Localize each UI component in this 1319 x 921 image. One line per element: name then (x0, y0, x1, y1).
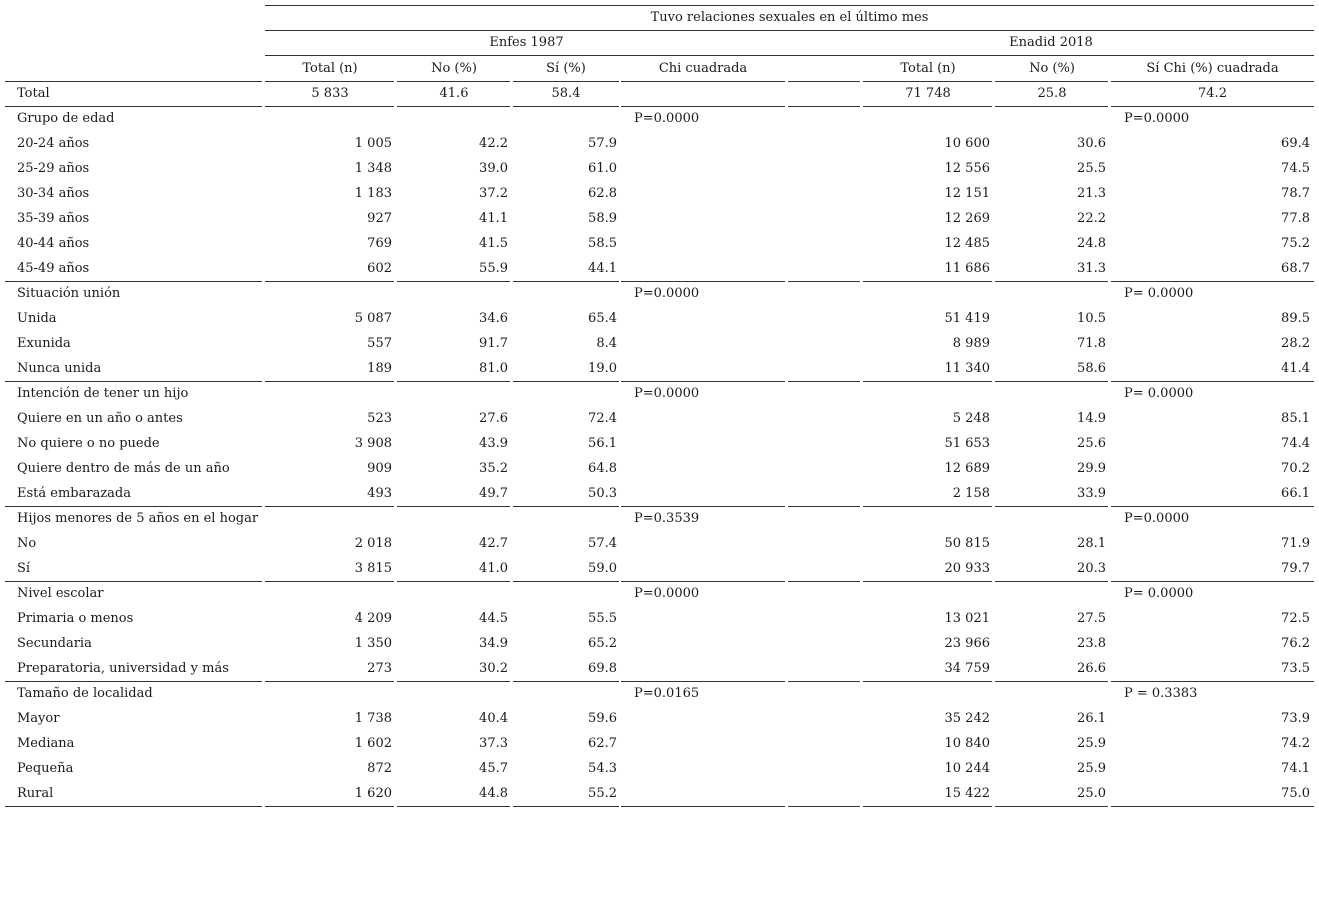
table-cell: 21.3 (1077, 186, 1106, 201)
rule-section-0-seg-5 (788, 106, 860, 107)
rule-section-3-seg-2 (397, 506, 510, 507)
rule-section-1-seg-6 (863, 281, 992, 282)
rule-bottom-seg-7 (995, 806, 1108, 807)
table-cell: 34.6 (479, 311, 508, 326)
table-cell: 23.8 (1077, 636, 1106, 651)
table-row-label: Pequeña (17, 761, 74, 776)
table-cell: 75.2 (1281, 236, 1310, 251)
total-row-no-1987: 41.6 (439, 86, 469, 101)
table-cell: 68.7 (1281, 261, 1310, 276)
table-cell: 72.4 (588, 411, 617, 426)
rule-total-top-seg-5 (788, 81, 860, 82)
table-row-label: Preparatoria, universidad y más (17, 661, 229, 676)
rule-section-4-seg-1 (265, 581, 394, 582)
table-cell: 20 933 (944, 561, 990, 576)
rule-section-5-seg-7 (995, 681, 1108, 682)
table-cell: 62.8 (588, 186, 617, 201)
rule-section-0-seg-1 (265, 106, 394, 107)
table-cell: 74.4 (1281, 436, 1310, 451)
table-cell: 41.1 (479, 211, 508, 226)
table-cell: 769 (367, 236, 392, 251)
chi-p-2018: P=0.0000 (1124, 511, 1190, 526)
rule-section-5-seg-6 (863, 681, 992, 682)
rule-section-2-seg-2 (397, 381, 510, 382)
table-cell: 189 (367, 361, 392, 376)
table-cell: 1 005 (354, 136, 392, 151)
chi-p-1987: P=0.0000 (634, 386, 700, 401)
chi-p-2018: P= 0.0000 (1124, 286, 1194, 301)
table-cell: 39.0 (479, 161, 508, 176)
table-cell: 24.8 (1077, 236, 1106, 251)
table-row-label: 20-24 años (17, 136, 90, 151)
table-cell: 22.2 (1077, 211, 1106, 226)
rule-section-1-seg-5 (788, 281, 860, 282)
table-cell: 51 419 (944, 311, 990, 326)
rule-section-4-seg-3 (513, 581, 619, 582)
table-cell: 3 815 (354, 561, 392, 576)
table-cell: 909 (367, 461, 392, 476)
table-cell: 51 653 (944, 436, 990, 451)
table-cell: 30.2 (479, 661, 508, 676)
chi-p-2018: P=0.0000 (1124, 111, 1190, 126)
chi-p-1987: P=0.0165 (634, 686, 700, 701)
col-header-chi-1987: Chi cuadrada (658, 61, 748, 76)
col-header-total-1987: Total (n) (302, 61, 358, 76)
table-cell: 41.5 (479, 236, 508, 251)
table-cell: 28.1 (1077, 536, 1106, 551)
table-cell: 13 021 (944, 611, 990, 626)
rule-bottom-seg-5 (788, 806, 860, 807)
rule-section-3-seg-7 (995, 506, 1108, 507)
table-cell: 26.1 (1077, 711, 1106, 726)
table-cell: 26.6 (1077, 661, 1106, 676)
table-title: Tuvo relaciones sexuales en el último mes (650, 10, 929, 25)
table-row-label: Mayor (17, 711, 60, 726)
table-cell: 45.7 (479, 761, 508, 776)
table-cell: 37.2 (479, 186, 508, 201)
table-cell: 14.9 (1077, 411, 1106, 426)
table-cell: 76.2 (1281, 636, 1310, 651)
table-cell: 5 248 (952, 411, 990, 426)
table-row-label: 25-29 años (17, 161, 90, 176)
table-cell: 65.2 (588, 636, 617, 651)
table-cell: 20.3 (1077, 561, 1106, 576)
table-cell: 10 600 (944, 136, 990, 151)
table-cell: 81.0 (479, 361, 508, 376)
table-cell: 23 966 (944, 636, 990, 651)
rule-bottom-seg-6 (863, 806, 992, 807)
table-row-label: Quiere en un año o antes (17, 411, 183, 426)
col-header-total-2018: Total (n) (900, 61, 956, 76)
total-row-no-2018: 25.8 (1037, 86, 1067, 101)
table-cell: 49.7 (479, 486, 508, 501)
table-cell: 1 602 (354, 736, 392, 751)
col-header-no-2018: No (%) (1029, 61, 1075, 76)
table-cell: 56.1 (588, 436, 617, 451)
table-cell: 8 989 (952, 336, 990, 351)
rule-section-3-seg-1 (265, 506, 394, 507)
table-cell: 12 485 (944, 236, 990, 251)
table-row-label: Sí (17, 561, 31, 576)
table-cell: 78.7 (1281, 186, 1310, 201)
table-cell: 50.3 (588, 486, 617, 501)
table-cell: 77.8 (1281, 211, 1310, 226)
rule-section-5-seg-1 (265, 681, 394, 682)
section-title: Hijos menores de 5 años en el hogar (17, 511, 259, 526)
table-cell: 1 738 (354, 711, 392, 726)
table-cell: 44.5 (479, 611, 508, 626)
table-cell: 55.5 (588, 611, 617, 626)
rule-bottom-seg-8 (1111, 806, 1314, 807)
rule-section-0-seg-3 (513, 106, 619, 107)
table-row-label: 40-44 años (17, 236, 90, 251)
rule-section-1-seg-3 (513, 281, 619, 282)
chi-p-1987: P=0.0000 (634, 111, 700, 126)
rule-bottom-seg-4 (621, 806, 785, 807)
table-cell: 11 340 (944, 361, 990, 376)
table-cell: 523 (367, 411, 392, 426)
rule-section-4-seg-2 (397, 581, 510, 582)
rule-bottom-seg-2 (397, 806, 510, 807)
rule-section-0-seg-2 (397, 106, 510, 107)
table-cell: 3 908 (354, 436, 392, 451)
table-cell: 61.0 (588, 161, 617, 176)
table-cell: 79.7 (1281, 561, 1310, 576)
table-cell: 12 151 (944, 186, 990, 201)
section-title: Situación unión (17, 286, 121, 301)
table-cell: 27.5 (1077, 611, 1106, 626)
table-cell: 66.1 (1281, 486, 1310, 501)
table-row-label: Quiere dentro de más de un año (17, 461, 230, 476)
chi-p-1987: P=0.3539 (634, 511, 700, 526)
table-cell: 28.2 (1281, 336, 1310, 351)
table-cell: 25.9 (1077, 736, 1106, 751)
table-cell: 35.2 (479, 461, 508, 476)
table-row-label: Nunca unida (17, 361, 102, 376)
rule-section-5-seg-2 (397, 681, 510, 682)
table-cell: 54.3 (588, 761, 617, 776)
chi-p-1987: P=0.0000 (634, 286, 700, 301)
table-cell: 10 840 (944, 736, 990, 751)
table-cell: 41.4 (1281, 361, 1310, 376)
table-cell: 10 244 (944, 761, 990, 776)
table-cell: 73.9 (1281, 711, 1310, 726)
table-row-label: Unida (17, 311, 57, 326)
rule-section-1-seg-2 (397, 281, 510, 282)
table-cell: 58.9 (588, 211, 617, 226)
table-cell: 4 209 (354, 611, 392, 626)
table-cell: 71.8 (1077, 336, 1106, 351)
table-row-label: 30-34 años (17, 186, 90, 201)
table-cell: 40.4 (479, 711, 508, 726)
table-cell: 58.6 (1077, 361, 1106, 376)
table-cell: 71.9 (1281, 536, 1310, 551)
total-row-total-1987: 5 833 (311, 86, 349, 101)
table-row-label: 45-49 años (17, 261, 90, 276)
col-header-si-1987: Sí (%) (546, 61, 586, 76)
section-title: Nivel escolar (17, 586, 104, 601)
table-cell: 12 556 (944, 161, 990, 176)
table-cell: 44.1 (588, 261, 617, 276)
total-row-si-2018: 74.2 (1198, 86, 1227, 101)
rule-section-1-seg-7 (995, 281, 1108, 282)
rule-section-2-seg-1 (265, 381, 394, 382)
rule-section-3-seg-6 (863, 506, 992, 507)
table-cell: 25.5 (1077, 161, 1106, 176)
table-cell: 41.0 (479, 561, 508, 576)
table-cell: 30.6 (1077, 136, 1106, 151)
group-enadid-2018: Enadid 2018 (1009, 35, 1093, 50)
group-enfes-1987: Enfes 1987 (489, 35, 564, 50)
total-row-si-1987: 58.4 (551, 86, 581, 101)
table-cell: 5 087 (354, 311, 392, 326)
rule-section-4-seg-5 (788, 581, 860, 582)
table-row-label: Mediana (17, 736, 75, 751)
table-cell: 34 759 (944, 661, 990, 676)
table-cell: 74.1 (1281, 761, 1310, 776)
table-cell: 59.0 (588, 561, 617, 576)
rule-section-0-seg-7 (995, 106, 1108, 107)
rule-section-4-seg-6 (863, 581, 992, 582)
table-cell: 57.4 (588, 536, 617, 551)
section-title: Intención de tener un hijo (17, 386, 189, 401)
table-cell: 19.0 (588, 361, 617, 376)
table-cell: 493 (367, 486, 392, 501)
rule-section-5-seg-3 (513, 681, 619, 682)
table-cell: 1 620 (354, 786, 392, 801)
chi-p-2018: P= 0.0000 (1124, 386, 1194, 401)
table-cell: 89.5 (1281, 311, 1310, 326)
table-cell: 1 348 (354, 161, 392, 176)
table-cell: 65.4 (588, 311, 617, 326)
table-cell: 35 242 (944, 711, 990, 726)
table-cell: 927 (367, 211, 392, 226)
table-cell: 64.8 (588, 461, 617, 476)
total-row-label: Total (17, 86, 50, 101)
table-cell: 85.1 (1281, 411, 1310, 426)
table-cell: 2 018 (354, 536, 392, 551)
table-cell: 59.6 (588, 711, 617, 726)
table-cell: 27.6 (479, 411, 508, 426)
table-cell: 33.9 (1077, 486, 1106, 501)
table-cell: 75.0 (1281, 786, 1310, 801)
rule-total-top-seg-4 (621, 81, 785, 82)
col-header-si-chi-2018: Sí Chi (%) cuadrada (1146, 61, 1279, 76)
rule-section-2-seg-5 (788, 381, 860, 382)
rule-section-2-seg-7 (995, 381, 1108, 382)
table-cell: 25.9 (1077, 761, 1106, 776)
table-cell: 557 (367, 336, 392, 351)
rule-section-1-seg-1 (265, 281, 394, 282)
section-title: Grupo de edad (17, 111, 115, 126)
chi-p-2018: P = 0.3383 (1124, 686, 1198, 701)
chi-p-1987: P=0.0000 (634, 586, 700, 601)
table-cell: 70.2 (1281, 461, 1310, 476)
table-cell: 25.6 (1077, 436, 1106, 451)
table-cell: 72.5 (1281, 611, 1310, 626)
table-row-label: No quiere o no puede (17, 436, 160, 451)
rule-bottom-seg-1 (265, 806, 394, 807)
col-header-no-1987: No (%) (431, 61, 477, 76)
table-cell: 91.7 (479, 336, 508, 351)
rule-section-0-seg-6 (863, 106, 992, 107)
table-row-label: Primaria o menos (17, 611, 134, 626)
table-cell: 12 269 (944, 211, 990, 226)
rule-section-3-seg-5 (788, 506, 860, 507)
table-cell: 8.4 (596, 336, 617, 351)
table-cell: 42.2 (479, 136, 508, 151)
table-cell: 25.0 (1077, 786, 1106, 801)
table-row-label: Exunida (17, 336, 71, 351)
total-row-total-2018: 71 748 (905, 86, 951, 101)
chi-p-2018: P= 0.0000 (1124, 586, 1194, 601)
table-row-label: Está embarazada (17, 486, 131, 501)
table-cell: 43.9 (479, 436, 508, 451)
table-cell: 69.8 (588, 661, 617, 676)
table-row-label: No (17, 536, 37, 551)
table-cell: 74.2 (1281, 736, 1310, 751)
table-cell: 2 158 (952, 486, 990, 501)
table-cell: 73.5 (1281, 661, 1310, 676)
table-cell: 10.5 (1077, 311, 1106, 326)
table-cell: 1 183 (354, 186, 392, 201)
rule-bottom-seg-3 (513, 806, 619, 807)
table-cell: 1 350 (354, 636, 392, 651)
table-cell: 44.8 (479, 786, 508, 801)
rule-bottom-seg-0 (5, 806, 262, 807)
table-cell: 42.7 (479, 536, 508, 551)
table-row-label: Rural (17, 786, 54, 801)
table-cell: 31.3 (1077, 261, 1106, 276)
table-cell: 62.7 (588, 736, 617, 751)
table-cell: 57.9 (588, 136, 617, 151)
table-cell: 29.9 (1077, 461, 1106, 476)
table-cell: 50 815 (944, 536, 990, 551)
table-cell: 37.3 (479, 736, 508, 751)
table-cell: 872 (367, 761, 392, 776)
section-title: Tamaño de localidad (17, 686, 153, 701)
table-cell: 34.9 (479, 636, 508, 651)
rule-section-4-seg-7 (995, 581, 1108, 582)
rule-section-2-seg-3 (513, 381, 619, 382)
table-cell: 58.5 (588, 236, 617, 251)
table-cell: 55.2 (588, 786, 617, 801)
table-cell: 12 689 (944, 461, 990, 476)
table-cell: 74.5 (1281, 161, 1310, 176)
table-row-label: 35-39 años (17, 211, 90, 226)
table-cell: 273 (367, 661, 392, 676)
rule-section-2-seg-6 (863, 381, 992, 382)
rule-section-5-seg-5 (788, 681, 860, 682)
table-cell: 602 (367, 261, 392, 276)
table-cell: 69.4 (1281, 136, 1310, 151)
table-cell: 11 686 (944, 261, 990, 276)
rule-section-3-seg-3 (513, 506, 619, 507)
table-cell: 15 422 (944, 786, 990, 801)
table-row-label: Secundaria (17, 636, 92, 651)
table-cell: 55.9 (479, 261, 508, 276)
